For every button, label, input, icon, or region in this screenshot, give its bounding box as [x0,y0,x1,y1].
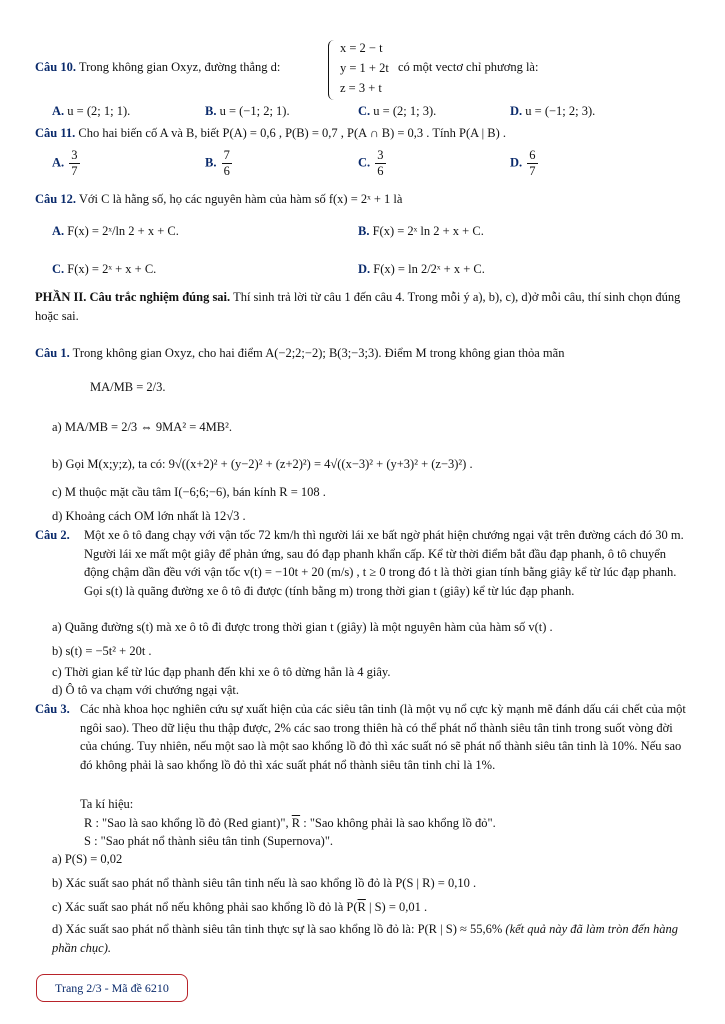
problem-3-b: b) Xác suất sao phát nổ thành siêu tân tinh nếu là sao khổng lồ đỏ là P(S | R) = 0,10 . [52,876,477,890]
eq-x: x = 2 − t [340,41,383,55]
q11-options [52,148,712,184]
rbar-definition: : "Sao không phải là sao khổng lồ đỏ". [303,816,496,830]
problem-3-c: c) Xác suất sao phát nổ nếu không phải sao khổng lồ đỏ là $P(\overline{R}$ | S) = 0,01 . [52,900,428,914]
option-a-key: A. [52,155,65,170]
problem-1-b: b) Gọi M(x;y;z), ta có: 9√((x+2)² + (y−2)² + (z+2)²) = 4√((x−3)² + (y+3)² + (z−3)²) . [52,457,473,471]
question-label: Câu 11. [35,126,76,140]
option-a: F(x) = 2ˣ/ln 2 + x + C. [67,224,179,238]
question-text-tail: có một vectơ chỉ phương là: [398,60,539,74]
option-b-fraction: $\frac{7}{6}$ [223,148,230,178]
rounding-note: (kết quả này đã làm tròn đến hàng phần chục). [52,922,678,955]
question-12 [35,190,695,209]
option-d-fraction: $\frac{6}{7}$ [529,148,536,178]
problem-1 [35,344,695,363]
option-d-key: D. [510,104,523,118]
problem-2-d: d) Ô tô va chạm với chướng ngại vật. [52,683,239,697]
part-2-title: PHẦN II. Câu trắc nghiệm đúng sai. [35,290,231,304]
problem-3-r-line [84,814,688,833]
option-a-fraction: $\frac{3}{7}$ [71,148,78,178]
problem-3-a: a) P(S) = 0,02 [52,852,123,866]
option-b: u = (−1; 2; 1). [219,104,290,118]
eq-y: y = 1 + 2t [340,61,389,75]
question-label: Câu 12. [35,192,76,206]
problem-1-condition: MA/MB = 2/3. [90,380,166,394]
option-c-fraction: $\frac{3}{6}$ [377,148,384,178]
part-2-header [35,288,695,326]
option-d-key: D. [358,262,371,276]
option-c-key: C. [358,155,371,170]
problem-1-a: a) MA/MB = 2/3 ⇔ 9MA² = 4MB². [52,420,232,434]
problem-3-s-line: S : "Sao phát nổ thành siêu tân tinh (Supernova)". [84,834,334,848]
problem-2-c: c) Thời gian kể từ lúc đạp phanh đến khi xe ô tô dừng hẳn là 4 giây. [52,665,391,679]
problem-2-b: b) s(t) = −5t² + 20t . [52,644,152,658]
option-b-key: B. [358,224,370,238]
problem-3-text: Các nhà khoa học nghiên cứu sự xuất hiện của các siêu tân tinh (là một vụ nổ cực kỳ mạnh mẽ đánh dấu cái chết của một ngôi sao). Theo dữ liệu thu thập được, 2% các sao trong thiên hà có thể phát nổ thành siêu tân tinh trong suốt vòng đời của chúng. Tuy nhiên, nếu một sao là một sao khổng lồ đỏ thì xác suất nó sẽ phát nổ thành siêu tân tinh là 10%. Nếu sao đó không phải là sao khổng lồ đỏ thì xác suất phát nổ thành siêu tân tinh chỉ là 1%. [80,702,686,772]
option-b-key: B. [205,155,217,170]
page-footer-label: Trang 2/3 - Mã đề 6210 [36,974,188,1002]
r-definition: R : "Sao là sao khổng lồ đỏ (Red giant)", [84,816,289,830]
option-c-key: C. [52,262,65,276]
option-c: u = (2; 1; 3). [373,104,437,118]
problem-label: Câu 2. [35,528,70,542]
question-text: Với C là hằng số, họ các nguyên hàm của hàm số f(x) = 2ˣ + 1 là [78,192,403,206]
problem-2-text: Một xe ô tô đang chạy với vận tốc 72 km/h thì người lái xe bất ngờ phát hiện chướng ngại vật trên đường cách đó 30 m. Người lái xe mất một giây để phản ứng, sau đó đạp phanh khẩn cấp. Kể từ thời điểm bắt đầu đạp phanh, ô tô chuyển động chậm dần đều với vận tốc v(t) = −10t + 20 (m/s) , t ≥ 0 trong đó t là thời gian tính bằng giây kể từ lúc đạp phanh. Gọi s(t) là quãng đường xe ô tô đi được (tính bằng m) trong thời gian t (giây) kể từ lúc đạp phanh. [84,528,684,598]
option-c: F(x) = 2ˣ + x + C. [67,262,157,276]
problem-label: Câu 3. [35,702,70,716]
problem-1-c: c) M thuộc mặt cầu tâm I(−6;6;−6), bán kính R = 108 . [52,485,326,499]
problem-2-a: a) Quãng đường s(t) mà xe ô tô đi được trong thời gian t (giây) là một nguyên hàm của hàm số v(t) . [52,620,553,634]
problem-3-notation: Ta kí hiệu: [80,797,134,811]
eq-z: z = 3 + t [340,81,382,95]
option-b-key: B. [205,104,217,118]
problem-1-d: d) Khoảng cách OM lớn nhất là 12√3 . [52,509,246,523]
option-a-key: A. [52,104,65,118]
problem-label: Câu 1. [35,346,70,360]
question-11 [35,124,695,143]
option-a-key: A. [52,224,65,238]
question-text: Cho hai biến cố A và B, biết P(A) = 0,6 , P(B) = 0,7 , P(A ∩ B) = 0,3 . Tính P(A | B) . [78,126,507,140]
option-d: u = (−1; 2; 3). [525,104,596,118]
problem-3-d: d) Xác suất sao phát nổ thành siêu tân tinh thực sự là sao khổng lồ đỏ là: P(R | S) ≈ 55,6% (kết quả này đã làm tròn đến hàng phần chục). [52,922,678,955]
option-d-key: D. [510,155,523,170]
question-label: Câu 10. [35,60,76,74]
line-equation-system [340,38,389,98]
option-a: u = (2; 1; 1). [67,104,131,118]
question-text: Trong không gian Oxyz, đường thẳng d: [78,60,281,74]
r-bar-symbol: $\overline{R}$ [291,816,301,830]
part-2-instructions: Thí sinh trả lời từ câu 1 đến câu 4. Trong mỗi ý a), b), c), d)ở mỗi câu, thí sinh chọn đúng hoặc sai. [35,290,681,323]
option-b: F(x) = 2ˣ ln 2 + x + C. [372,224,484,238]
option-d: F(x) = ln 2/2ˣ + x + C. [373,262,485,276]
system-brace [328,40,337,100]
problem-text: Trong không gian Oxyz, cho hai điểm A(−2;2;−2); B(3;−3;3). Điểm M trong không gian thỏa mãn [72,346,565,360]
option-c-key: C. [358,104,371,118]
